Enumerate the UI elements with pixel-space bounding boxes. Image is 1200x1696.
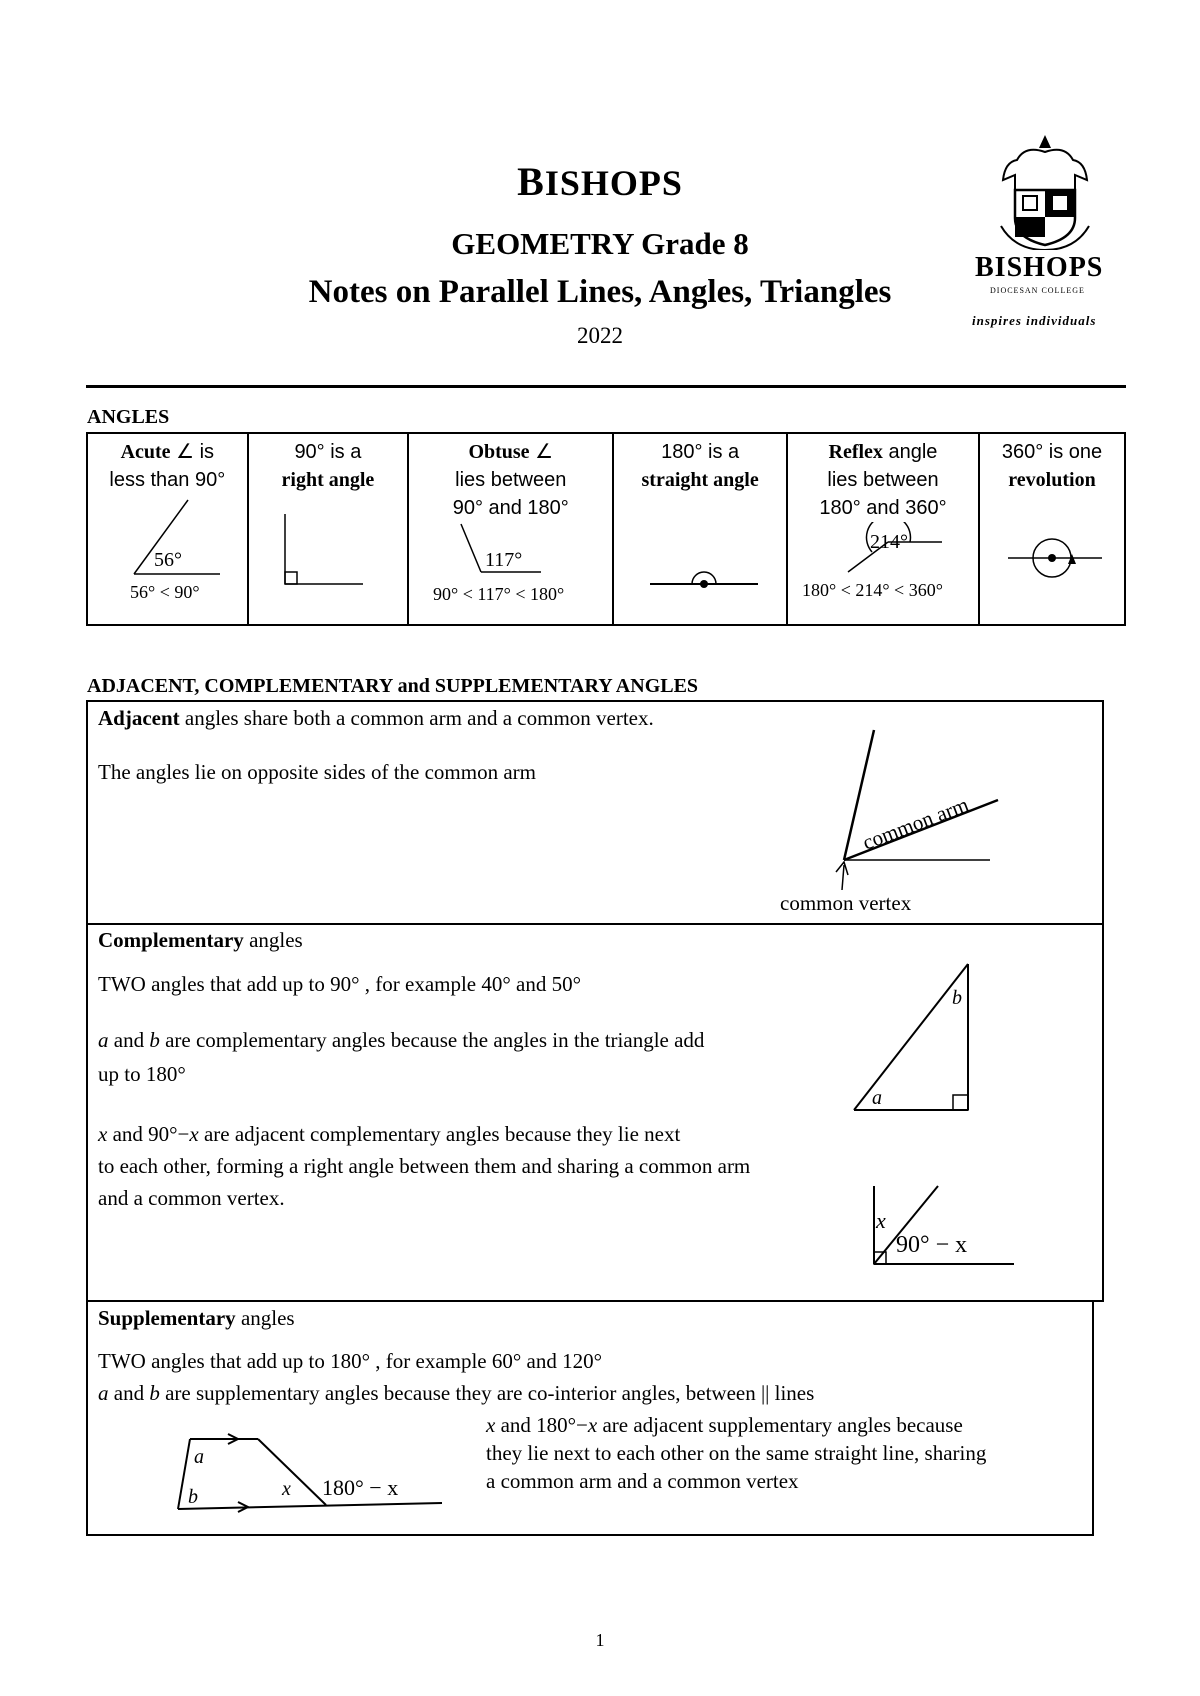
adjacent-x-label: x <box>876 1208 886 1233</box>
header-rule <box>86 385 1126 388</box>
adjacent-section-heading: ADJACENT, COMPLEMENTARY and SUPPLEMENTARY ANGLES <box>87 675 699 697</box>
straight-angle-diagram <box>620 494 780 604</box>
co-interior-angles-diagram <box>170 1425 450 1515</box>
triangle-a-label: a <box>872 1087 882 1109</box>
supplementary-line1: TWO angles that add up to 180° , for example 60° and 120° <box>98 1349 602 1373</box>
course-title: GEOMETRY Grade 8 <box>451 226 749 261</box>
logo-subtitle: DIOCESAN COLLEGE <box>990 286 1085 295</box>
straight-cell: 180° is a straight angle <box>613 433 787 625</box>
complementary-line2a: a and b are complementary angles because the angles in the triangle add <box>98 1028 705 1052</box>
complementary-line2b: up to 180° <box>98 1062 186 1086</box>
complementary-line3a: x and 90°−x are adjacent complementary angles because they lie next <box>98 1122 681 1146</box>
complementary-line3b: to each other, forming a right angle between them and sharing a common arm <box>98 1154 751 1178</box>
reflex-caption: 180° < 214° < 360° <box>801 580 943 600</box>
acute-cell: Acute ∠ is less than 90° 56° 56° < 90° <box>87 433 248 625</box>
diagram-x-label: x <box>282 1478 291 1500</box>
adjacent-line1: Adjacent angles share both a common arm and a common vertex. <box>98 706 654 730</box>
complementary-line1: TWO angles that add up to 90° , for example 40° and 50° <box>98 972 581 996</box>
revolution-cell: 360° is one revolution <box>979 433 1125 625</box>
triangle-b-label: b <box>952 987 962 1009</box>
supplementary-title: Supplementary angles <box>98 1306 295 1330</box>
right-angle-diagram <box>253 494 403 604</box>
supplementary-line3a: x and 180°−x are adjacent supplementary angles because <box>486 1413 963 1437</box>
adjacent-line2: The angles lie on opposite sides of the common arm <box>98 760 536 784</box>
school-crest-icon <box>995 130 1095 250</box>
acute-angle-label: 56° <box>154 549 183 571</box>
notes-title: Notes on Parallel Lines, Angles, Triangles <box>308 274 892 310</box>
reflex-cell: Reflex angle lies between 180° and 360° 214° 180° < 214° < 360° <box>787 433 979 625</box>
complementary-title: Complementary angles <box>98 928 303 952</box>
diagram-a-label: a <box>194 1446 204 1468</box>
reflex-angle-diagram <box>790 522 976 606</box>
diagram-180-minus-x-label: 180° − x <box>322 1475 399 1500</box>
angles-heading: ANGLES <box>87 406 170 428</box>
year: 2022 <box>577 323 623 348</box>
right-triangle-diagram <box>850 960 980 1115</box>
diagram-b-label: b <box>188 1486 198 1508</box>
supplementary-line3c: a common arm and a common vertex <box>486 1469 799 1493</box>
common-vertex-label: common vertex <box>780 891 912 915</box>
reflex-angle-label: 214° <box>869 531 908 553</box>
logo-tagline: inspires individuals <box>972 313 1097 328</box>
adjacent-complementary-diagram <box>868 1180 1018 1280</box>
obtuse-caption: 90° < 117° < 180° <box>432 584 564 604</box>
complementary-line3c: and a common vertex. <box>98 1186 285 1210</box>
supplementary-line3b: they lie next to each other on the same straight line, sharing <box>486 1441 987 1465</box>
obtuse-cell: Obtuse ∠ lies between 90° and 180° 117° 90° < 117° < 180° <box>408 433 613 625</box>
supplementary-line2: a and b are supplementary angles because they are co-interior angles, between || lines <box>98 1381 815 1405</box>
obtuse-angle-diagram <box>413 522 609 606</box>
revolution-diagram <box>982 494 1122 604</box>
adjacent-90-minus-x-label: 90° − x <box>896 1232 968 1258</box>
school-title: BISHOPS <box>517 159 683 204</box>
acute-caption: 56° < 90° <box>130 582 200 602</box>
obtuse-angle-label: 117° <box>484 549 523 571</box>
angles-table <box>86 432 1126 626</box>
page-number: 1 <box>595 1630 605 1650</box>
right-cell: 90° is a right angle <box>248 433 409 625</box>
common-arm-label: common arm <box>859 792 972 855</box>
acute-angle-diagram <box>92 494 242 604</box>
adjacent-angles-diagram <box>770 720 1010 920</box>
logo-name: BISHOPS <box>975 252 1104 283</box>
